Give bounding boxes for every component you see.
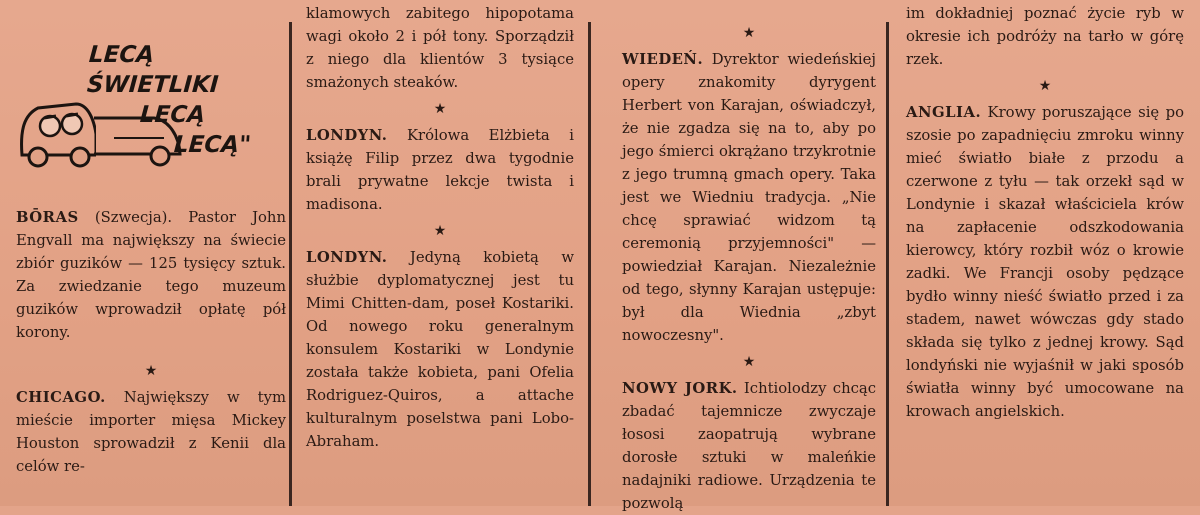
- column-3: [600, 0, 877, 512]
- item-body: Jedyną kobietą w służbie dyplomatycznej jest tu Mimi Chitten-dam, poseł Kostariki. Od nowego roku generalnym konsulem Kostariki w Londynie została także kobieta, pani Ofelia Rodriguez-Quiros, a attache kulturalnym poselstwa pani Lobo-Abraham.: [306, 249, 574, 450]
- news-item: [622, 48, 876, 347]
- news-item: [306, 2, 574, 94]
- item-body: klamowych zabitego hipopotama wagi około 2 i pół tony. Sporządził z niego dla klientów 3 tysiące smażonych steaków.: [306, 5, 574, 91]
- item-body: im dokładniej poznać życie ryb w okresie ich podróży na tarło w górę rzek.: [906, 5, 1184, 68]
- logo-line: LECĄ: [139, 102, 206, 128]
- column-rule: [289, 22, 292, 506]
- column-rule: [588, 22, 591, 506]
- item-body: Największy w tym mieście importer mięsa Mickey Houston sprowadził z Kenii dla celów re-: [16, 389, 286, 475]
- place-name: NOWY JORK.: [622, 380, 738, 397]
- column-text: [16, 206, 286, 478]
- star-separator: ★: [1038, 78, 1052, 94]
- news-item: [306, 246, 574, 453]
- star-separator: ★: [433, 223, 447, 239]
- section-logo: [16, 30, 276, 170]
- column-text: [306, 2, 574, 453]
- item-body: Dyrektor wiedeńskiej opery znakomity dyrygent Herbert von Karajan, oświadczył, że nie zgadza się na to, aby po jego śmierci okrążano trzykrotnie z jego trumną gmach opery. Taka jest we Wiedniu tradycja. „Nie chcę sprawiać widzom tą ceremonią przyjemności" — powiedział Karajan. Niezależnie od tego, słynny Karajan ustępuje: był dla Wiednia „zbyt nowoczesny".: [622, 51, 876, 344]
- place-name: LONDYN.: [306, 249, 388, 266]
- place-name: CHICAGO.: [16, 389, 106, 406]
- star-separator: ★: [144, 363, 158, 379]
- news-item: [306, 124, 574, 216]
- logo-line: LECĄ ŚWIETLIKI: [86, 42, 220, 98]
- column-1: [8, 0, 286, 506]
- logo-lettering: [88, 40, 276, 160]
- column-text: [622, 18, 876, 515]
- star-separator: ★: [742, 25, 756, 41]
- place-name: BŌRAS: [16, 209, 79, 226]
- column-2: [300, 0, 574, 506]
- news-item: [906, 101, 1184, 423]
- place-name: ANGLIA.: [906, 104, 982, 121]
- item-body: (Szwecja). Pastor John Engvall ma największy na świecie zbiór guzików — 125 tysięcy sztuk. Za zwiedzanie tego muzeum guzików wprowadził opłatę pół korony.: [16, 209, 286, 341]
- logo-line: LECĄ": [173, 132, 252, 158]
- item-body: Krowy poruszające się po szosie po zapadnięciu zmroku winny mieć światło białe z przodu a czerwone z tyłu — tak orzekł sąd w Londynie i skazał właściciela krów na zapłacenie odszkodowania kierowcy, który rozbił wóz o krowie zadki. We Francji osoby pędzące bydło winny nieść światło przed i za stadem, nawet wówczas gdy stado składa się tylko z jednej krowy. Sąd londyński nie wyjaśnił w jaki sposób światła winny być umocowane na krowach angielskich.: [906, 104, 1184, 420]
- place-name: LONDYN.: [306, 127, 388, 144]
- item-body: Ichtiolodzy chcąc zbadać tajemnicze zwyczaje łososi zaopatrują wybrane dorosłe sztuki w maleńkie nadajniki radiowe. Urządzenia te pozwolą: [622, 380, 877, 512]
- star-separator: ★: [742, 354, 756, 370]
- car-with-driver-drawing-icon: [16, 60, 96, 170]
- column-text: [906, 2, 1184, 423]
- news-item: [906, 2, 1184, 71]
- column-4: [900, 0, 1190, 506]
- place-name: WIEDEŃ.: [622, 51, 704, 68]
- column-rule: [886, 22, 889, 506]
- star-separator: ★: [433, 101, 447, 117]
- news-item: [622, 377, 876, 515]
- news-item: [16, 386, 286, 478]
- news-item: [16, 206, 286, 344]
- item-body: Królowa Elżbieta i książę Filip przez dwa tygodnie brali prywatne lekcje twista i madisona.: [306, 127, 574, 213]
